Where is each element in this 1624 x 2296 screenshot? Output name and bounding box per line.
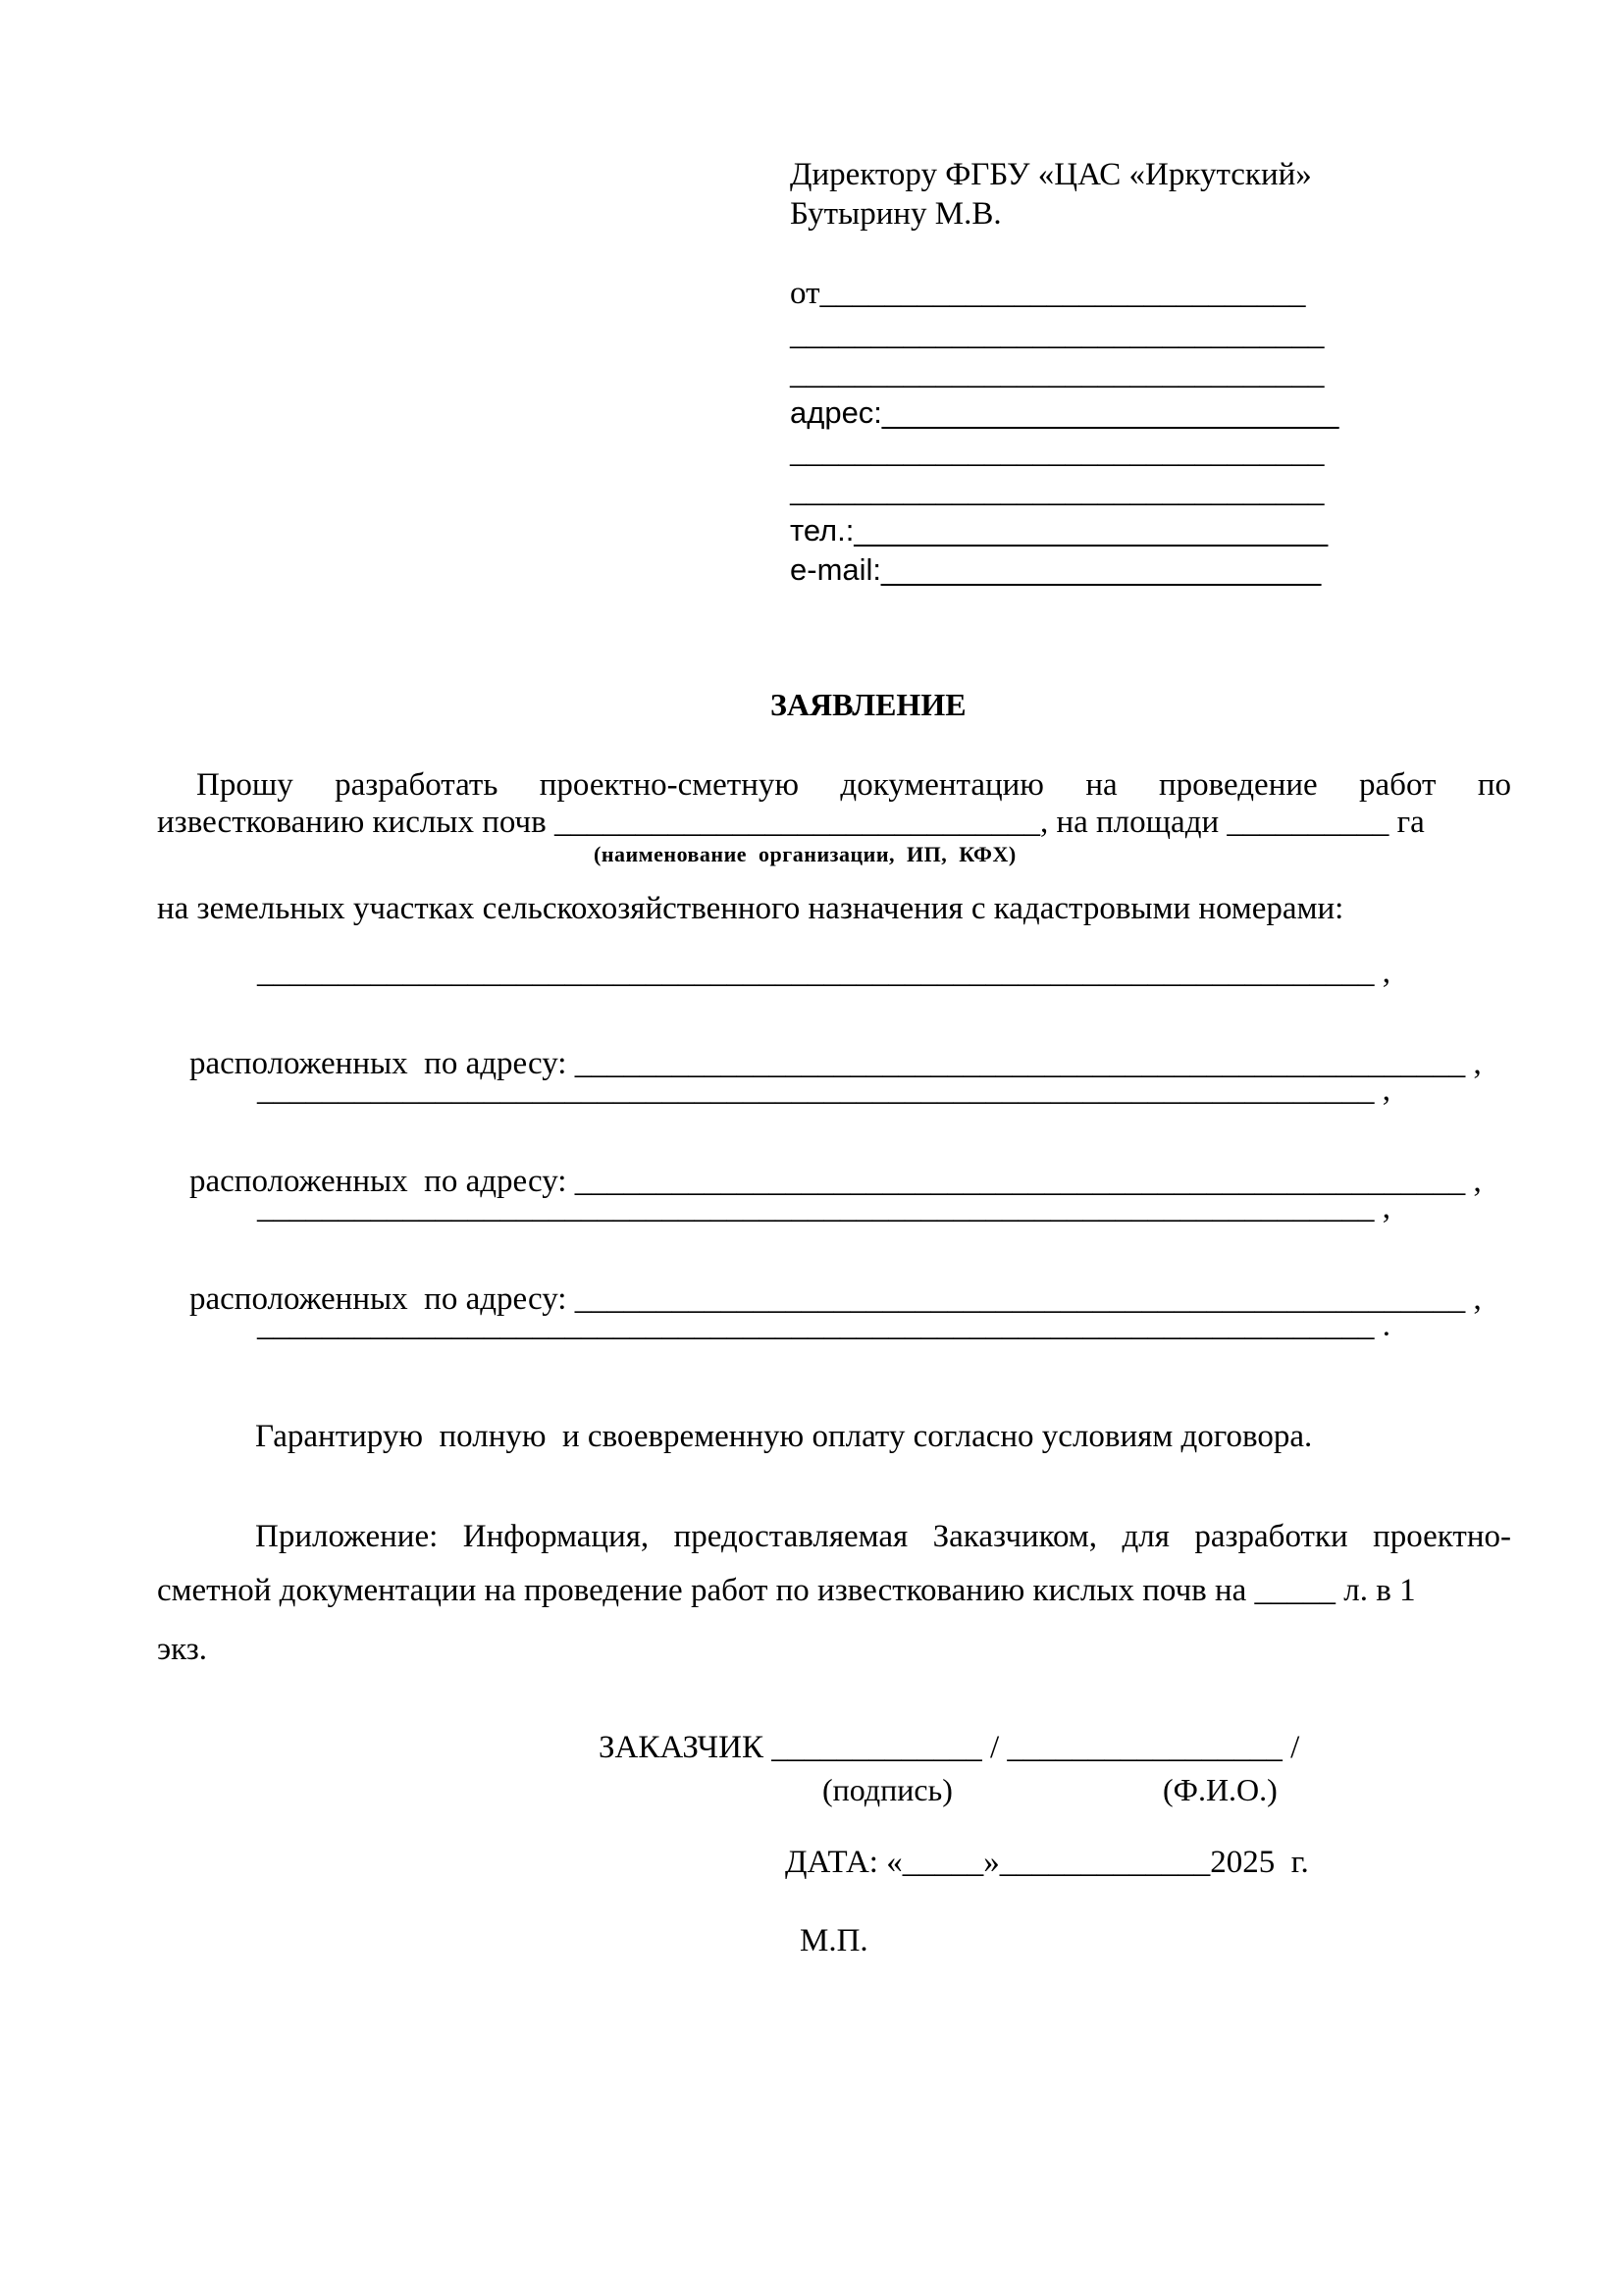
customer-signature-line: ЗАКАЗЧИК _____________ / _________________ / <box>599 1730 1300 1765</box>
date-line: ДАТА: «_____»_____________2025 г. <box>785 1845 1309 1880</box>
from-field: от______________________________ <box>790 276 1306 311</box>
request-word: по <box>1477 767 1511 803</box>
appendix-word: Информация, <box>462 1519 650 1554</box>
recipient-line-1: Директору ФГБУ «ЦАС «Иркутский» <box>790 157 1312 192</box>
fio-caption: (Ф.И.О.) <box>1163 1772 1278 1807</box>
request-word: документацию <box>840 767 1044 803</box>
appendix-word: Приложение: <box>255 1519 439 1554</box>
address-blank: _______________________________________________________ , <box>574 1281 1482 1317</box>
address-blank: _______________________________________________________ , <box>574 1164 1482 1199</box>
request-word: проектно-сметную <box>539 767 800 803</box>
cadastral-blank-2: _____________________________________________________________________ , <box>257 1072 1390 1108</box>
appendix-word: предоставляемая <box>673 1519 909 1554</box>
appendix-word: Заказчиком, <box>932 1519 1097 1554</box>
email-field: e-mail:__________________________ <box>790 552 1322 587</box>
request-word: Прошу <box>196 767 293 803</box>
guarantee-text: Гарантирую полную и своевременную оплату согласно условиям договора. <box>255 1419 1313 1454</box>
cadastral-blank-1: _____________________________________________________________________ , <box>257 955 1390 990</box>
request-word: проведение <box>1159 767 1318 803</box>
address-blank: _______________________________________________________ , <box>574 1046 1482 1081</box>
appendix-line-2: сметной документации на проведение работ по известкованию кислых почв на _____ л. в 1 <box>157 1573 1416 1608</box>
request-word: разработать <box>335 767 498 803</box>
appendix-word: разработки <box>1194 1519 1348 1554</box>
phone-field: тел.:____________________________ <box>790 513 1329 548</box>
recipient-line-2: Бутырину М.В. <box>790 196 1002 232</box>
request-line-3: на земельных участках сельскохозяйственного назначения с кадастровыми номерами: <box>157 891 1344 926</box>
document-title: ЗАЯВЛЕНИЕ <box>770 687 967 722</box>
address-prefix: расположенных по адресу: <box>189 1046 575 1081</box>
request-word: на <box>1085 767 1118 803</box>
from-field-line-2: _________________________________ <box>790 317 1325 352</box>
appendix-word: проектно- <box>1373 1519 1511 1554</box>
appendix-word: для <box>1122 1519 1170 1554</box>
address-prefix: расположенных по адресу: <box>189 1164 575 1199</box>
request-word: работ <box>1359 767 1437 803</box>
request-line-1 <box>196 767 1511 804</box>
stamp-place: М.П. <box>800 1923 868 1958</box>
final-blank: _____________________________________________________________________ . <box>257 1308 1390 1343</box>
address-prefix: расположенных по адресу: <box>189 1281 575 1317</box>
organization-caption: (наименование организации, ИП, КФХ) <box>594 842 1017 866</box>
request-line-2: известкованию кислых почв ______________________________, на площади __________ га <box>157 805 1425 840</box>
address-field-line-3: _________________________________ <box>790 474 1325 509</box>
appendix-line-1 <box>255 1519 1511 1555</box>
appendix-line-3: экз. <box>157 1632 208 1667</box>
from-field-line-3: _________________________________ <box>790 356 1325 391</box>
address-field: адрес:___________________________ <box>790 395 1339 430</box>
address-field-line-2: _________________________________ <box>790 435 1325 470</box>
cadastral-blank-3: _____________________________________________________________________ , <box>257 1190 1390 1226</box>
signature-caption: (подпись) <box>822 1772 953 1807</box>
